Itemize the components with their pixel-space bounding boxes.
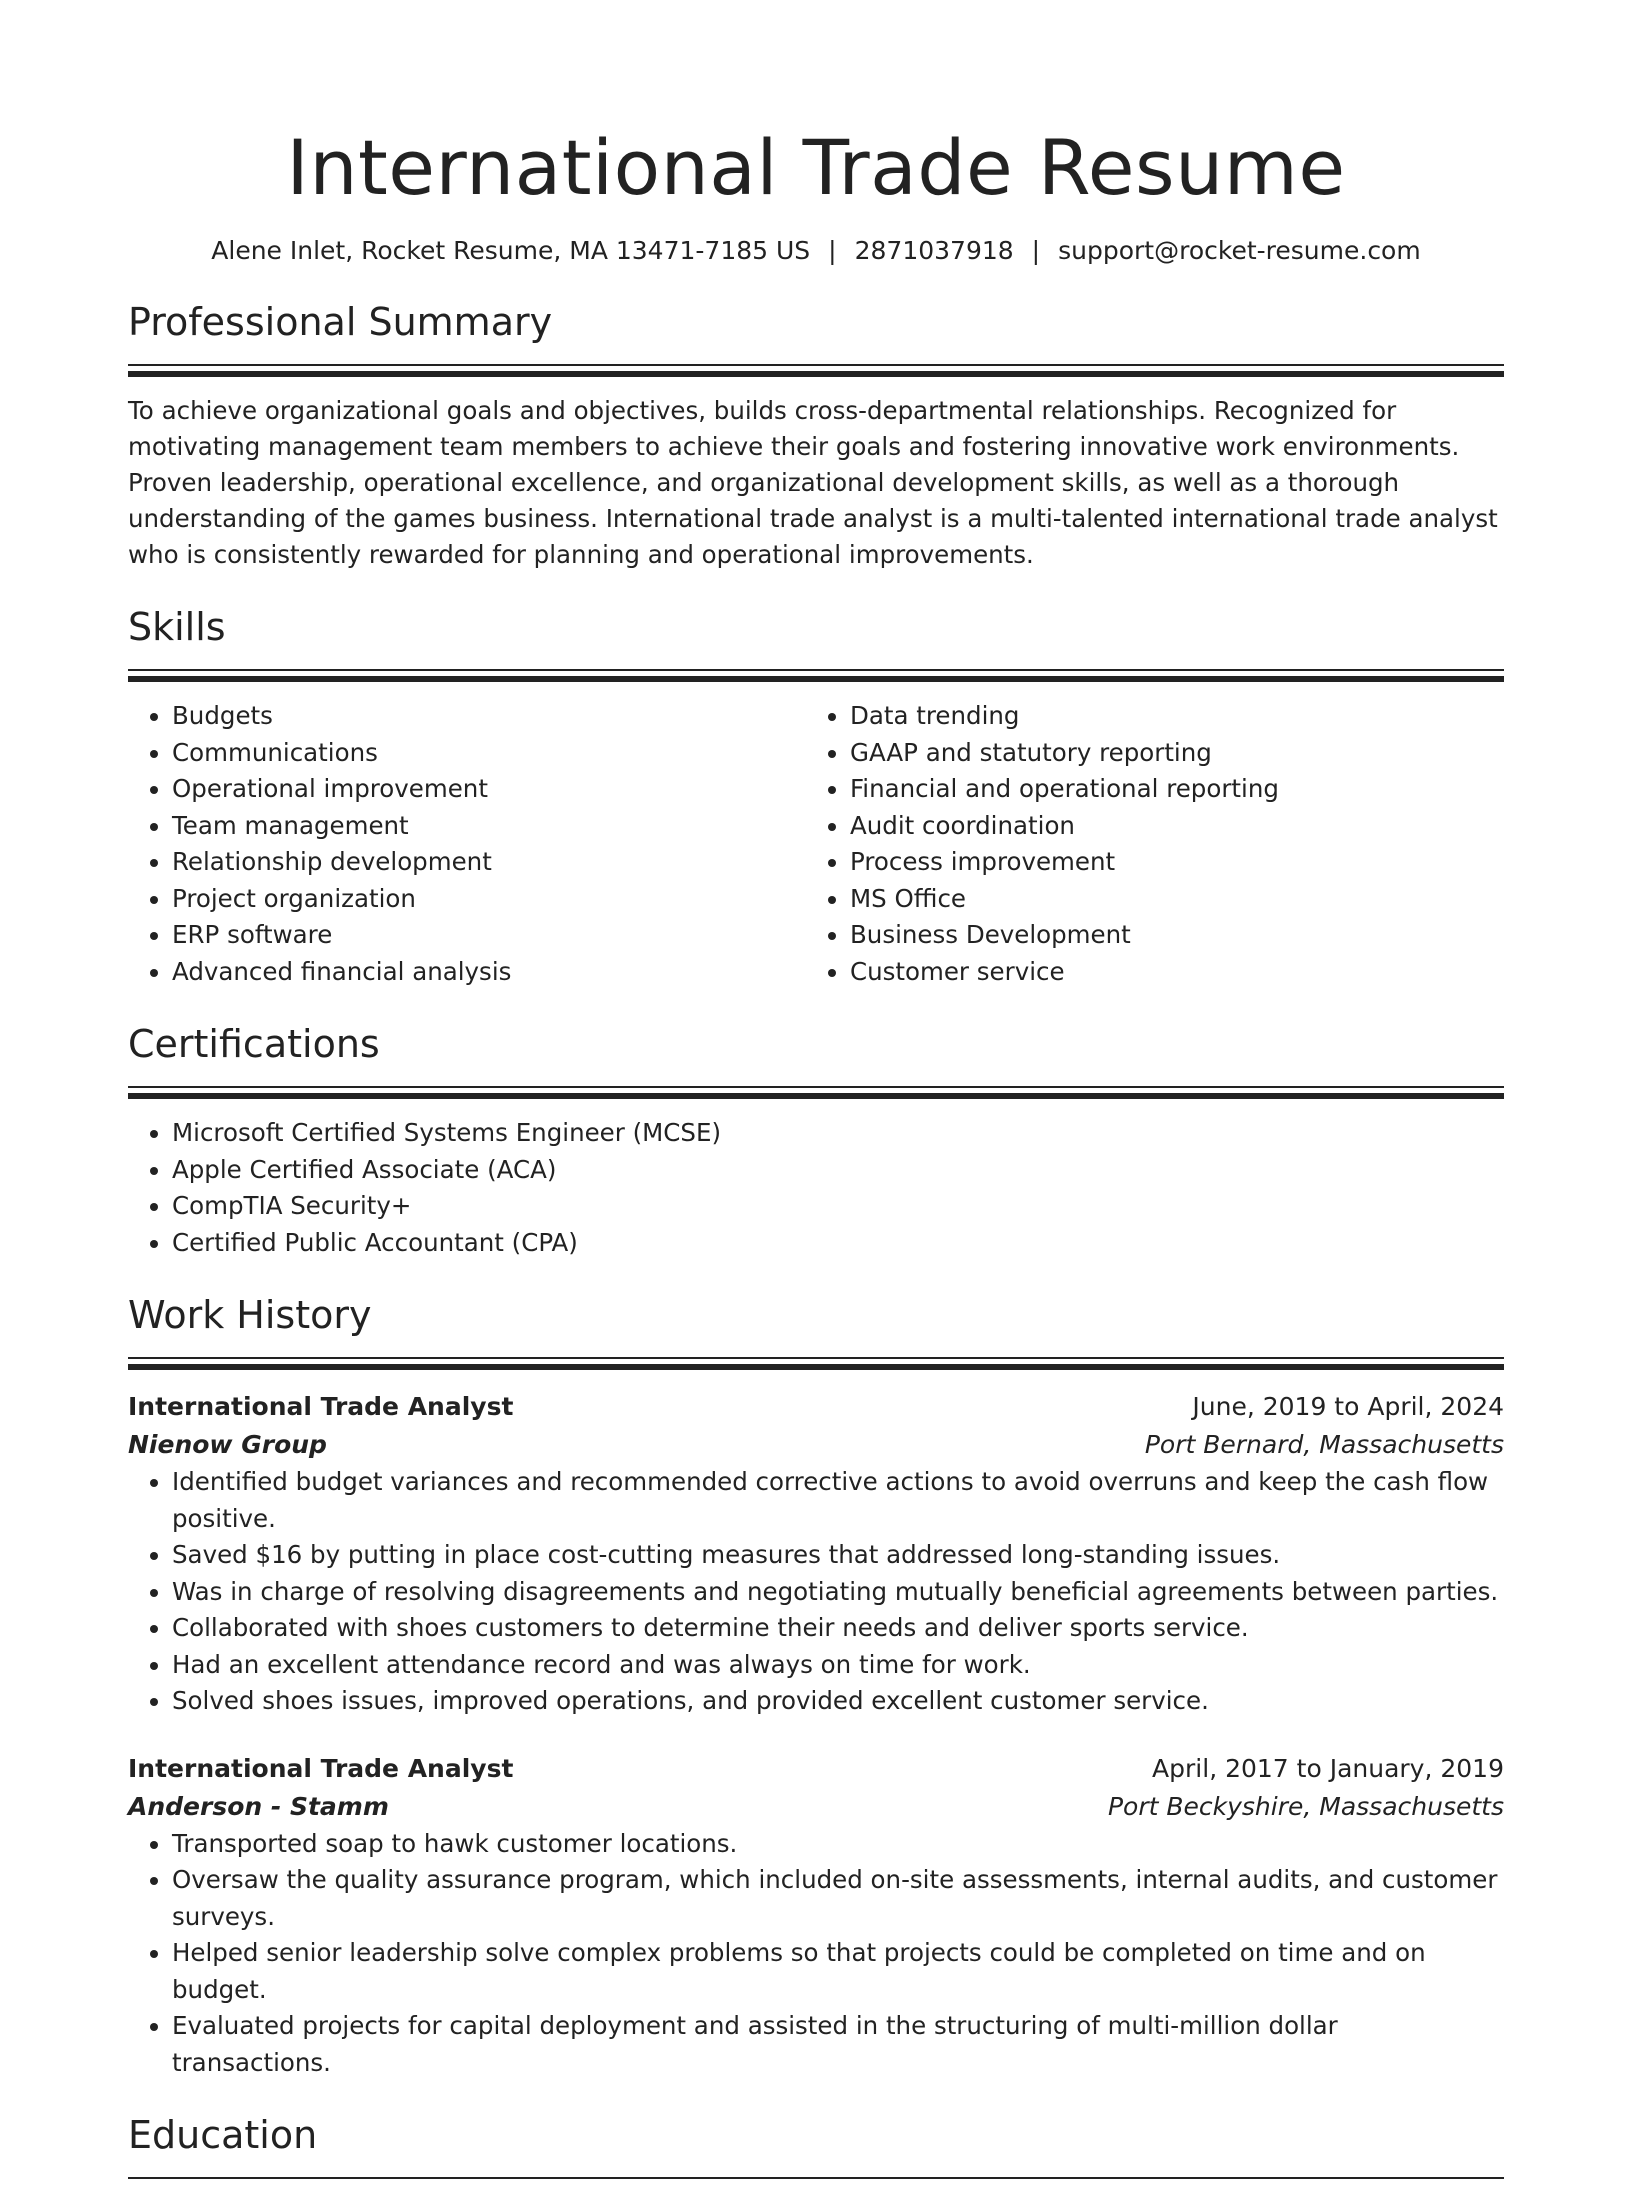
- summary-heading: Professional Summary: [128, 300, 553, 344]
- skill-item: • Relationship development: [172, 844, 806, 881]
- section-divider: [128, 1086, 1504, 1099]
- contact-separator: |: [1031, 236, 1041, 265]
- work-history-heading: Work History: [128, 1293, 372, 1337]
- job-bullet: • Transported soap to hawk customer locations.: [172, 1826, 1504, 1863]
- skill-item: • Process improvement: [850, 844, 1484, 881]
- certification-item: • Certified Public Accountant (CPA): [172, 1225, 1504, 1262]
- job-entry: [128, 1750, 1504, 2082]
- skills-grid: [128, 698, 1504, 990]
- work-history-section: [128, 1289, 1504, 2081]
- contact-separator: |: [828, 236, 837, 265]
- job-title: International Trade Analyst: [128, 1392, 514, 1421]
- skill-item: • Operational improvement: [172, 771, 806, 808]
- job-title: International Trade Analyst: [128, 1753, 514, 1783]
- skill-item: • Financial and operational reporting: [850, 771, 1484, 808]
- summary-text: To achieve organizational goals and objectives, builds cross-departmental relationships. Recognized for motivating management team members to achieve their goals and fostering innovative work environments. Proven leadership, operational excellence, and organizational development skills, as well as a thorough understanding of the games business. International trade analyst is a multi-talented international trade analyst who is consistently rewarded for planning and operational improvements.: [128, 396, 1498, 569]
- skill-item: • Data trending: [850, 698, 1484, 735]
- skill-item: • Customer service: [850, 954, 1484, 991]
- section-divider: [128, 1357, 1504, 1370]
- job-dates: April, 2017 to January, 2019: [1152, 1753, 1504, 1783]
- resume-title: International Trade Resume: [286, 123, 1346, 212]
- contact-address: Alene Inlet, Rocket Resume, MA 13471-7185 US: [211, 236, 811, 265]
- job-bullet: • Identified budget variances and recommended corrective actions to avoid overruns and keep the cash flow positive.: [172, 1464, 1504, 1537]
- skill-item: • Project organization: [172, 881, 806, 918]
- job-entry: [128, 1388, 1504, 1720]
- contact-email: support@rocket-resume.com: [1058, 236, 1421, 265]
- section-divider: [128, 364, 1504, 377]
- certification-item: • Microsoft Certified Systems Engineer (MCSE): [172, 1115, 1504, 1152]
- skill-item: • Budgets: [172, 698, 806, 735]
- skills-section: [128, 601, 1504, 990]
- skill-item: • MS Office: [850, 881, 1484, 918]
- job-bullet: • Was in charge of resolving disagreements and negotiating mutually beneficial agreements between parties.: [172, 1574, 1504, 1611]
- skill-item: • Advanced financial analysis: [172, 954, 806, 991]
- job-location: Port Bernard, Massachusetts: [1144, 1430, 1504, 1459]
- skill-item: • Audit coordination: [850, 808, 1484, 845]
- summary-section: [128, 296, 1504, 573]
- skill-item: • GAAP and statutory reporting: [850, 735, 1484, 772]
- certifications-section: [128, 1018, 1504, 1261]
- education-heading: Education: [128, 2113, 318, 2157]
- skills-heading: Skills: [128, 605, 226, 649]
- skill-item: • ERP software: [172, 917, 806, 954]
- job-bullet: • Solved shoes issues, improved operations, and provided excellent customer service.: [172, 1683, 1504, 1720]
- section-divider: [128, 2177, 1504, 2190]
- job-company: Nienow Group: [128, 1430, 327, 1459]
- job-bullet: • Oversaw the quality assurance program, which included on-site assessments, internal audits, and customer surveys.: [172, 1862, 1504, 1935]
- job-bullet: • Helped senior leadership solve complex problems so that projects could be completed on time and on budget.: [172, 1935, 1504, 2008]
- skill-item: • Team management: [172, 808, 806, 845]
- job-bullet: • Had an excellent attendance record and was always on time for work.: [172, 1647, 1504, 1684]
- job-location: Port Beckyshire, Massachusetts: [1107, 1791, 1504, 1821]
- job-bullet: • Collaborated with shoes customers to determine their needs and deliver sports service.: [172, 1610, 1504, 1647]
- education-section: [128, 2109, 1504, 2190]
- certification-item: • Apple Certified Associate (ACA): [172, 1152, 1504, 1189]
- skill-item: • Communications: [172, 735, 806, 772]
- job-company: Anderson - Stamm: [128, 1791, 389, 1821]
- certifications-heading: Certifications: [128, 1022, 380, 1066]
- contact-line: [128, 234, 1504, 268]
- job-bullet: • Evaluated projects for capital deployment and assisted in the structuring of multi-million dollar transactions.: [172, 2008, 1504, 2081]
- skills-column-right: [806, 698, 1484, 990]
- job-bullet: • Saved $16 by putting in place cost-cutting measures that addressed long-standing issues.: [172, 1537, 1504, 1574]
- certification-item: • CompTIA Security+: [172, 1188, 1504, 1225]
- skills-column-left: [128, 698, 806, 990]
- section-divider: [128, 669, 1504, 682]
- contact-phone: 2871037918: [854, 236, 1014, 265]
- job-dates: June, 2019 to April, 2024: [1192, 1392, 1504, 1421]
- skill-item: • Business Development: [850, 917, 1484, 954]
- resume-page: [128, 0, 1504, 2190]
